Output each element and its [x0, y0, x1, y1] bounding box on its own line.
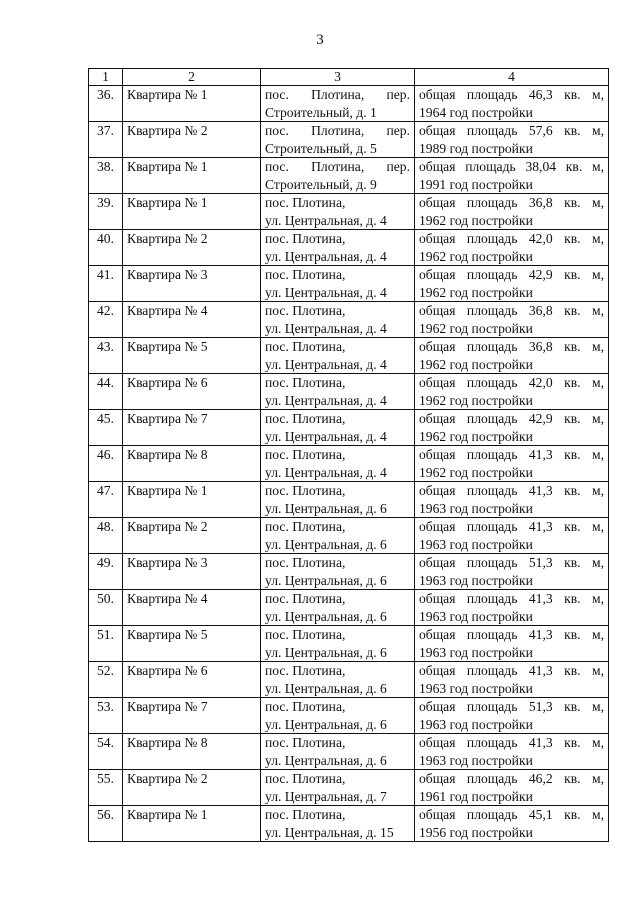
address-line-2: ул. Центральная, д. 4: [265, 356, 387, 372]
description-cell: [415, 770, 609, 806]
address-cell: [261, 266, 415, 302]
object-name-cell: Квартира № 7: [123, 698, 261, 734]
address-cell: [261, 410, 415, 446]
row-number-cell: 54.: [89, 734, 123, 770]
object-name-cell: Квартира № 4: [123, 590, 261, 626]
row-number-cell: 40.: [89, 230, 123, 266]
address-cell: [261, 662, 415, 698]
address-line-2: ул. Центральная, д. 4: [265, 464, 387, 480]
description-cell: [415, 554, 609, 590]
header-cell-2: 2: [123, 69, 261, 86]
address-line-1: пос. Плотина,: [265, 411, 346, 426]
address-line-1: пос. Плотина, пер.: [265, 123, 410, 138]
table-row: [89, 446, 609, 482]
row-number-cell: 52.: [89, 662, 123, 698]
address-cell: [261, 698, 415, 734]
address-line-1: пос. Плотина,: [265, 627, 346, 642]
header-cell-4: 4: [415, 69, 609, 86]
description-line-1: общая площадь 46,3 кв. м,: [419, 87, 604, 102]
description-line-1: общая площадь 41,3 кв. м,: [419, 519, 604, 534]
description-line-1: общая площадь 41,3 кв. м,: [419, 447, 604, 462]
table-header-row: [89, 69, 609, 86]
description-cell: [415, 302, 609, 338]
row-number-cell: 49.: [89, 554, 123, 590]
address-line-1: пос. Плотина,: [265, 663, 346, 678]
description-line-2: 1961 год постройки: [419, 788, 533, 804]
address-cell: [261, 518, 415, 554]
description-line-2: 1963 год постройки: [419, 752, 533, 768]
object-name-cell: Квартира № 6: [123, 374, 261, 410]
row-number-cell: 50.: [89, 590, 123, 626]
row-number-cell: 44.: [89, 374, 123, 410]
address-cell: [261, 554, 415, 590]
table-body: [89, 69, 609, 842]
address-cell: [261, 770, 415, 806]
row-number-cell: 51.: [89, 626, 123, 662]
address-line-2: ул. Центральная, д. 4: [265, 428, 387, 444]
row-number-cell: 36.: [89, 86, 123, 122]
description-line-2: 1963 год постройки: [419, 536, 533, 552]
description-line-1: общая площадь 38,04 кв. м,: [419, 159, 604, 174]
description-line-2: 1962 год постройки: [419, 212, 533, 228]
address-line-1: пос. Плотина,: [265, 519, 346, 534]
description-line-2: 1962 год постройки: [419, 392, 533, 408]
description-line-2: 1962 год постройки: [419, 428, 533, 444]
address-line-2: ул. Центральная, д. 6: [265, 644, 387, 660]
object-name-cell: Квартира № 1: [123, 482, 261, 518]
address-cell: [261, 806, 415, 842]
address-line-1: пос. Плотина,: [265, 267, 346, 282]
table-row: [89, 770, 609, 806]
description-line-1: общая площадь 42,0 кв. м,: [419, 375, 604, 390]
description-line-2: 1956 год постройки: [419, 824, 533, 840]
address-line-2: ул. Центральная, д. 6: [265, 572, 387, 588]
header-cell-1: 1: [89, 69, 123, 86]
address-line-1: пос. Плотина,: [265, 375, 346, 390]
description-cell: [415, 734, 609, 770]
row-number-cell: 48.: [89, 518, 123, 554]
description-line-2: 1963 год постройки: [419, 644, 533, 660]
table-row: [89, 194, 609, 230]
table-row: [89, 122, 609, 158]
table-row: [89, 698, 609, 734]
description-line-2: 1963 год постройки: [419, 608, 533, 624]
address-line-2: ул. Центральная, д. 4: [265, 392, 387, 408]
description-cell: [415, 266, 609, 302]
description-line-2: 1963 год постройки: [419, 572, 533, 588]
row-number-cell: 53.: [89, 698, 123, 734]
table-row: [89, 158, 609, 194]
description-cell: [415, 194, 609, 230]
description-line-2: 1989 год постройки: [419, 140, 533, 156]
description-line-1: общая площадь 46,2 кв. м,: [419, 771, 604, 786]
description-cell: [415, 806, 609, 842]
description-line-1: общая площадь 36,8 кв. м,: [419, 195, 604, 210]
description-line-1: общая площадь 41,3 кв. м,: [419, 663, 604, 678]
description-line-1: общая площадь 41,3 кв. м,: [419, 735, 604, 750]
address-line-1: пос. Плотина,: [265, 231, 346, 246]
address-line-2: ул. Центральная, д. 7: [265, 788, 387, 804]
address-line-1: пос. Плотина,: [265, 447, 346, 462]
description-line-1: общая площадь 45,1 кв. м,: [419, 807, 604, 822]
address-line-1: пос. Плотина,: [265, 699, 346, 714]
description-cell: [415, 374, 609, 410]
object-name-cell: Квартира № 5: [123, 626, 261, 662]
table-row: [89, 374, 609, 410]
description-cell: [415, 446, 609, 482]
description-line-1: общая площадь 36,8 кв. м,: [419, 303, 604, 318]
object-name-cell: Квартира № 2: [123, 230, 261, 266]
address-cell: [261, 158, 415, 194]
description-cell: [415, 626, 609, 662]
address-cell: [261, 626, 415, 662]
address-line-2: ул. Центральная, д. 4: [265, 320, 387, 336]
description-line-1: общая площадь 42,0 кв. м,: [419, 231, 604, 246]
table-row: [89, 266, 609, 302]
table-row: [89, 734, 609, 770]
row-number-cell: 56.: [89, 806, 123, 842]
description-line-2: 1963 год постройки: [419, 680, 533, 696]
description-cell: [415, 698, 609, 734]
object-name-cell: Квартира № 6: [123, 662, 261, 698]
property-table: [88, 68, 609, 842]
description-line-1: общая площадь 51,3 кв. м,: [419, 555, 604, 570]
address-cell: [261, 374, 415, 410]
address-line-2: Строительный, д. 1: [265, 104, 377, 120]
description-cell: [415, 410, 609, 446]
address-cell: [261, 482, 415, 518]
address-line-2: ул. Центральная, д. 6: [265, 500, 387, 516]
description-cell: [415, 86, 609, 122]
description-line-2: 1964 год постройки: [419, 104, 533, 120]
description-cell: [415, 338, 609, 374]
description-cell: [415, 662, 609, 698]
row-number-cell: 42.: [89, 302, 123, 338]
object-name-cell: Квартира № 3: [123, 554, 261, 590]
description-line-2: 1962 год постройки: [419, 464, 533, 480]
row-number-cell: 43.: [89, 338, 123, 374]
table-row: [89, 554, 609, 590]
description-cell: [415, 230, 609, 266]
description-line-1: общая площадь 42,9 кв. м,: [419, 267, 604, 282]
object-name-cell: Квартира № 2: [123, 122, 261, 158]
address-line-2: ул. Центральная, д. 6: [265, 536, 387, 552]
address-line-2: ул. Центральная, д. 4: [265, 248, 387, 264]
address-cell: [261, 86, 415, 122]
address-cell: [261, 230, 415, 266]
object-name-cell: Квартира № 2: [123, 518, 261, 554]
table-row: [89, 806, 609, 842]
object-name-cell: Квартира № 1: [123, 806, 261, 842]
row-number-cell: 47.: [89, 482, 123, 518]
description-line-1: общая площадь 51,3 кв. м,: [419, 699, 604, 714]
description-cell: [415, 482, 609, 518]
table-row: [89, 338, 609, 374]
description-line-2: 1991 год постройки: [419, 176, 533, 192]
object-name-cell: Квартира № 8: [123, 446, 261, 482]
address-line-2: ул. Центральная, д. 15: [265, 824, 394, 840]
address-cell: [261, 338, 415, 374]
table-row: [89, 86, 609, 122]
description-cell: [415, 590, 609, 626]
header-cell-3: 3: [261, 69, 415, 86]
object-name-cell: Квартира № 8: [123, 734, 261, 770]
description-cell: [415, 122, 609, 158]
description-cell: [415, 158, 609, 194]
description-line-2: 1962 год постройки: [419, 356, 533, 372]
address-line-1: пос. Плотина,: [265, 591, 346, 606]
address-cell: [261, 734, 415, 770]
description-line-2: 1962 год постройки: [419, 248, 533, 264]
object-name-cell: Квартира № 7: [123, 410, 261, 446]
row-number-cell: 37.: [89, 122, 123, 158]
address-cell: [261, 302, 415, 338]
address-line-1: пос. Плотина,: [265, 195, 346, 210]
row-number-cell: 46.: [89, 446, 123, 482]
object-name-cell: Квартира № 1: [123, 86, 261, 122]
address-line-1: пос. Плотина,: [265, 303, 346, 318]
object-name-cell: Квартира № 5: [123, 338, 261, 374]
address-line-2: ул. Центральная, д. 6: [265, 716, 387, 732]
table-row: [89, 482, 609, 518]
description-line-2: 1963 год постройки: [419, 500, 533, 516]
description-line-1: общая площадь 36,8 кв. м,: [419, 339, 604, 354]
table-row: [89, 518, 609, 554]
table-row: [89, 410, 609, 446]
description-line-1: общая площадь 41,3 кв. м,: [419, 483, 604, 498]
address-line-2: ул. Центральная, д. 6: [265, 608, 387, 624]
address-line-1: пос. Плотина, пер.: [265, 159, 410, 174]
row-number-cell: 39.: [89, 194, 123, 230]
address-cell: [261, 590, 415, 626]
description-line-1: общая площадь 41,3 кв. м,: [419, 591, 604, 606]
address-line-1: пос. Плотина, пер.: [265, 87, 410, 102]
address-cell: [261, 122, 415, 158]
table-row: [89, 626, 609, 662]
address-line-1: пос. Плотина,: [265, 771, 346, 786]
description-line-1: общая площадь 41,3 кв. м,: [419, 627, 604, 642]
address-line-1: пос. Плотина,: [265, 735, 346, 750]
address-line-2: Строительный, д. 9: [265, 176, 377, 192]
address-line-2: ул. Центральная, д. 4: [265, 284, 387, 300]
address-line-2: ул. Центральная, д. 6: [265, 752, 387, 768]
table-row: [89, 230, 609, 266]
address-line-2: ул. Центральная, д. 4: [265, 212, 387, 228]
address-line-2: ул. Центральная, д. 6: [265, 680, 387, 696]
description-line-1: общая площадь 57,6 кв. м,: [419, 123, 604, 138]
row-number-cell: 55.: [89, 770, 123, 806]
address-line-1: пос. Плотина,: [265, 555, 346, 570]
description-line-2: 1962 год постройки: [419, 284, 533, 300]
address-line-1: пос. Плотина,: [265, 807, 346, 822]
table-row: [89, 662, 609, 698]
row-number-cell: 45.: [89, 410, 123, 446]
object-name-cell: Квартира № 3: [123, 266, 261, 302]
table-row: [89, 590, 609, 626]
address-line-1: пос. Плотина,: [265, 483, 346, 498]
description-cell: [415, 518, 609, 554]
page-number: 3: [316, 32, 324, 48]
description-line-2: 1962 год постройки: [419, 320, 533, 336]
address-line-2: Строительный, д. 5: [265, 140, 377, 156]
row-number-cell: 38.: [89, 158, 123, 194]
object-name-cell: Квартира № 1: [123, 158, 261, 194]
address-cell: [261, 446, 415, 482]
object-name-cell: Квартира № 4: [123, 302, 261, 338]
address-line-1: пос. Плотина,: [265, 339, 346, 354]
description-line-2: 1963 год постройки: [419, 716, 533, 732]
address-cell: [261, 194, 415, 230]
object-name-cell: Квартира № 2: [123, 770, 261, 806]
object-name-cell: Квартира № 1: [123, 194, 261, 230]
table-row: [89, 302, 609, 338]
row-number-cell: 41.: [89, 266, 123, 302]
description-line-1: общая площадь 42,9 кв. м,: [419, 411, 604, 426]
